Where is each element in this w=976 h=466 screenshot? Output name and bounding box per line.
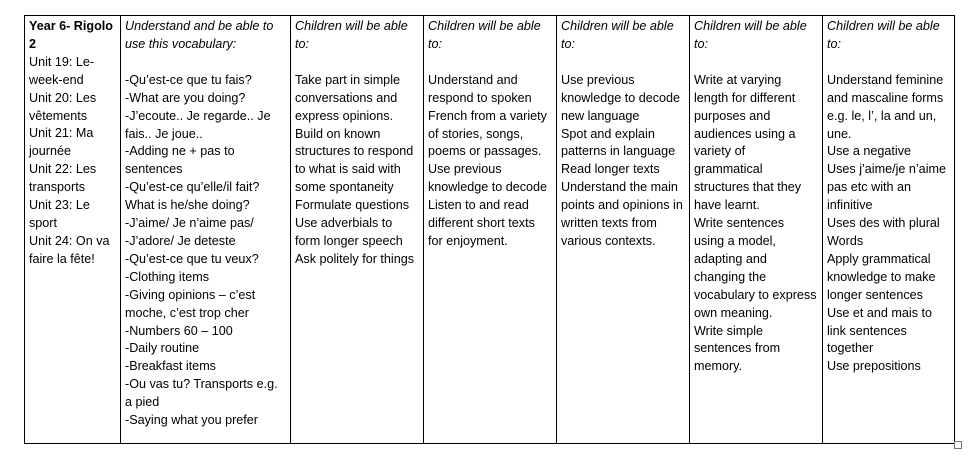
vocab-item: -Numbers 60 – 100	[125, 323, 233, 338]
skill-item: Use a negative	[827, 144, 912, 159]
unit-item: Unit 23: Le sport	[29, 198, 90, 230]
skill-item: Use adverbials to form longer speech	[295, 216, 403, 248]
listening-cell	[424, 16, 557, 444]
listening-heading: Children will be able to:	[428, 19, 541, 51]
units-cell	[25, 16, 121, 444]
reading-cell	[557, 16, 690, 444]
vocab-item: -Ou vas tu? Transports e.g. a pied	[125, 377, 278, 410]
vocab-item: -Giving opinions – c’est moche, c’est trop cher	[125, 287, 256, 320]
vocab-item: -What are you doing?	[125, 90, 246, 105]
skill-item: Understand the main points and opinions in written texts from various contexts.	[561, 180, 683, 248]
unit-item: Unit 19: Le-week-end	[29, 54, 95, 87]
reading-heading: Children will be able to:	[561, 19, 674, 51]
vocab-item: -J’ecoute.. Je regarde.. Je fais.. Je joue..	[125, 108, 271, 141]
speaking-heading: Children will be able to:	[295, 19, 408, 51]
skill-item: Use previous knowledge to decode	[428, 162, 548, 195]
skill-item: Use et and mais to link sentences together	[827, 305, 932, 356]
grammar-heading: Children will be able to:	[827, 19, 940, 51]
speaking-cell	[291, 16, 424, 444]
unit-item: Unit 20: Les vêtements	[29, 90, 97, 123]
skill-item: Use previous knowledge to decode new language	[561, 72, 681, 123]
skill-item: Listen to and read different short texts for enjoyment.	[428, 198, 535, 248]
skill-item: Write sentences using a model, adapting and changing the vocabulary to express own meaning.	[694, 216, 817, 320]
curriculum-table	[24, 15, 955, 444]
vocab-item: -J’aime/ Je n’aime pas/	[125, 216, 254, 231]
skill-item: Spot and explain patterns in language	[561, 126, 676, 159]
skill-item: Read longer texts	[561, 162, 660, 177]
skill-item: Build on known structures to respond to what is said with some spontaneity	[295, 126, 414, 195]
vocab-item: -Daily routine	[125, 341, 200, 356]
vocab-item: -Breakfast items	[125, 359, 216, 374]
skill-item: Ask politely for things	[295, 251, 414, 266]
skill-item: Uses j’aime/je n’aime pas etc with an infinitive	[827, 162, 946, 213]
skill-item: Understand feminine and mascaline forms e.g. le, l’, la and un, une.	[827, 72, 944, 141]
skill-item: Uses des with plural	[827, 216, 940, 231]
vocabulary-cell	[121, 16, 291, 444]
skill-item: Write simple sentences from memory.	[694, 323, 781, 374]
vocab-item: -J’adore/ Je deteste	[125, 233, 236, 248]
writing-cell	[690, 16, 823, 444]
skill-item: Words	[827, 233, 864, 248]
vocab-item: -Saying what you prefer	[125, 413, 259, 428]
unit-item: Unit 21: Ma journée	[29, 126, 94, 159]
skill-item: Formulate questions	[295, 198, 410, 213]
vocab-item: -Adding ne + pas to sentences	[125, 144, 235, 177]
unit-item: Unit 24: On va faire la fête!	[29, 233, 110, 266]
unit-item: Unit 22: Les transports	[29, 162, 97, 195]
writing-heading: Children will be able to:	[694, 19, 807, 51]
table-resize-handle[interactable]	[954, 441, 962, 449]
vocabulary-heading: Understand and be able to use this vocabulary:	[125, 19, 274, 51]
grammar-cell	[823, 16, 955, 444]
vocab-item: -Clothing items	[125, 269, 209, 284]
skill-item: Use prepositions	[827, 359, 921, 374]
skill-item: Apply grammatical knowledge to make longer sentences	[827, 251, 936, 302]
table-row	[25, 16, 955, 444]
skill-item: Understand and respond to spoken French from a variety of stories, songs, poems or passages.	[428, 72, 547, 159]
vocab-item: -Qu’est-ce qu’elle/il fait? What is he/she doing?	[125, 180, 260, 213]
year-title: Year 6- Rigolo 2	[29, 19, 113, 51]
vocab-item: -Qu’est-ce que tu veux?	[125, 251, 259, 266]
skill-item: Take part in simple conversations and express opinions.	[295, 72, 400, 123]
skill-item: Write at varying length for different purposes and audiences using a variety of grammatical structures that they have learnt.	[694, 72, 802, 213]
vocab-item: -Qu’est-ce que tu fais?	[125, 72, 252, 87]
